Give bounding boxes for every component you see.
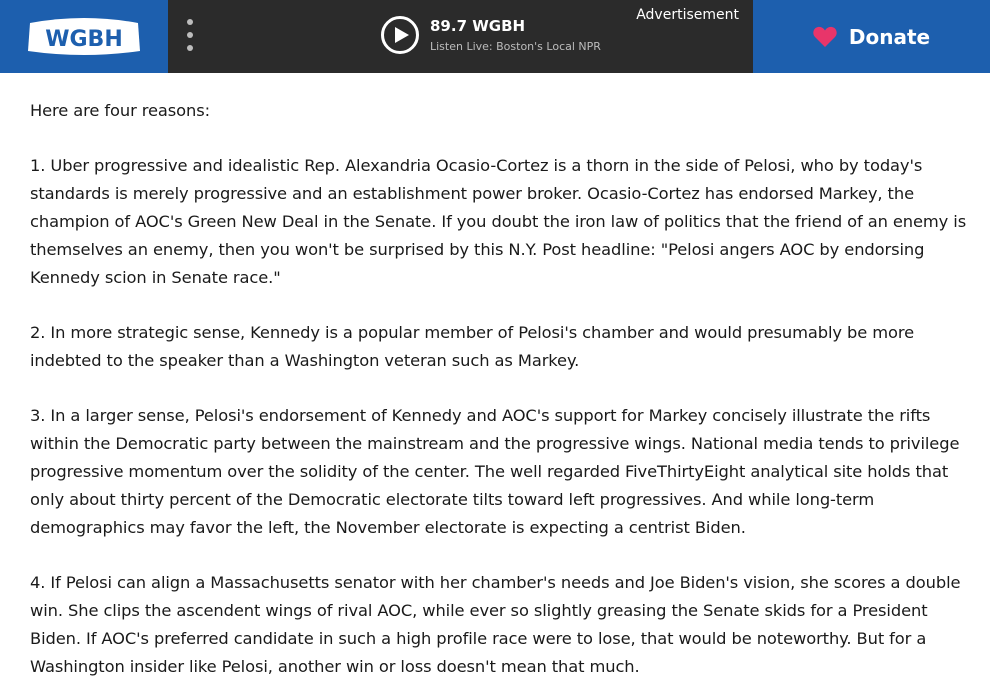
donate-label: Donate: [848, 24, 931, 49]
play-button[interactable]: [381, 16, 419, 54]
paragraph-reason-1: 1. Uber progressive and idealistic Rep. Alexandria Ocasio-Cortez is a thorn in the side of Pelosi, who by today's standards is merely progressive and an establishment power broker. Ocasio-Cortez has endorsed Markey, the champion of AOC's Green New Deal in the Senate. If you doubt the iron law of politics that the friend of an enemy is themselves an enemy, then you won't be surprised by this N.Y. Post headline: "Pelosi angers AOC by endorsing Kennedy scion in Senate race.": [30, 156, 967, 287]
more-options-icon[interactable]: [186, 19, 194, 51]
station-name[interactable]: 89.7 WGBH: [430, 17, 526, 35]
live-player: [168, 0, 753, 73]
article-body: [30, 97, 975, 694]
wgbh-logo-mark: [24, 15, 144, 59]
station-tagline: Listen Live: Boston's Local NPR: [430, 40, 601, 53]
brand-area: [0, 0, 168, 73]
paragraph-intro: Here are four reasons:: [30, 101, 211, 120]
wgbh-logo[interactable]: [24, 15, 144, 59]
play-icon: [395, 27, 409, 43]
top-bar: [0, 0, 990, 73]
paragraph-reason-4: 4. If Pelosi can align a Massachusetts senator with her chamber's needs and Joe Biden's vision, she scores a double win. She clips the ascendent wings of rival AOC, while ever so slightly greasing the Senate skids for a President Biden. If AOC's preferred candidate in such a high profile race were to lose, that would be noteworthy. But for a Washington insider like Pelosi, another win or loss doesn't mean that much.: [30, 573, 961, 676]
paragraph-reason-2: 2. In more strategic sense, Kennedy is a popular member of Pelosi's chamber and would presumably be more indebted to the speaker than a Washington veteran such as Markey.: [30, 323, 915, 370]
advertisement-label: Advertisement: [636, 7, 739, 23]
heart-icon: [813, 26, 837, 47]
paragraph-reason-3: 3. In a larger sense, Pelosi's endorsement of Kennedy and AOC's support for Markey concisely illustrate the rifts within the Democratic party between the mainstream and the progressive wings. National media tends to privilege progressive momentum over the solidity of the center. The well regarded FiveThirtyEight analytical site holds that only about thirty percent of the Democratic electorate tilts toward left progressives. And while long-term demographics may favor the left, the November electorate is expecting a centrist Biden.: [30, 406, 960, 537]
donate-button[interactable]: [753, 0, 990, 73]
logo-text: WGBH: [45, 26, 123, 52]
